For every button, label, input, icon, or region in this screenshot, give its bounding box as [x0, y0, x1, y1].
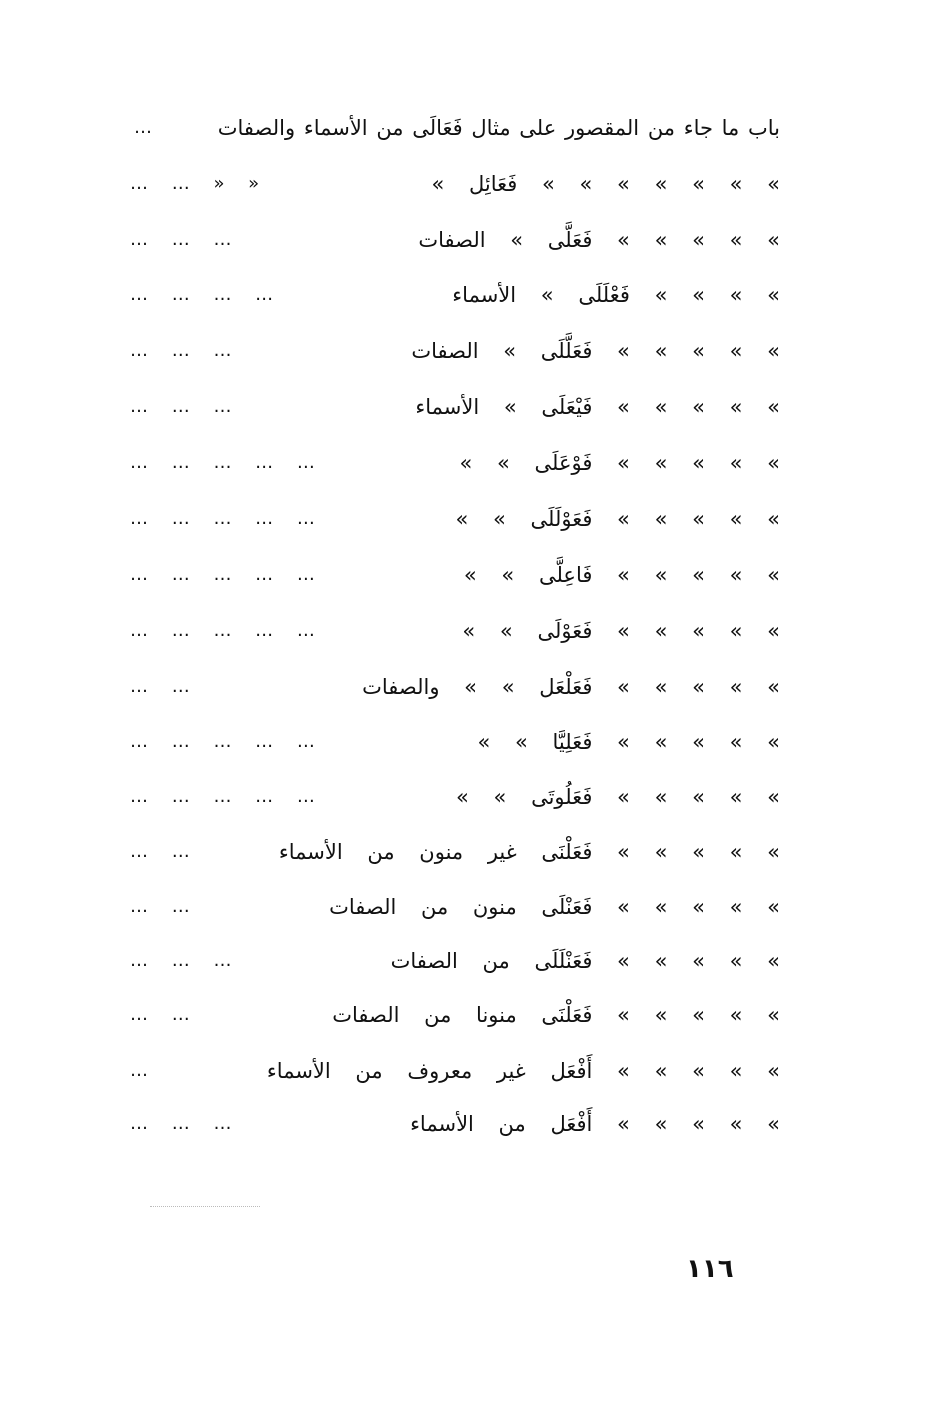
entry-pattern-text: » » » » » فَعَنْلَلَى من الصفات	[390, 949, 780, 973]
entry-line	[120, 443, 780, 483]
entry-line	[120, 777, 780, 817]
entry-ellipsis: … … … … …	[130, 786, 317, 807]
entry-pattern-text: » » » » » فَعَلِيَّا » »	[477, 730, 780, 754]
entry-line	[120, 387, 780, 427]
entry-ellipsis: … …	[130, 676, 192, 697]
entry-ellipsis: … … … … …	[130, 620, 317, 641]
entry-pattern-text: » » » » » فَيْعَلَى » الأسماء	[415, 395, 780, 419]
entry-line	[120, 941, 780, 981]
entry-ellipsis: … … …	[130, 340, 234, 361]
entry-line	[120, 499, 780, 539]
entry-line	[120, 164, 780, 204]
entry-line	[120, 995, 780, 1035]
chapter-heading-ellipsis: …	[134, 117, 154, 138]
entry-pattern-text: » » » » » أَفْعَل غير معروف من الأسماء	[266, 1059, 780, 1083]
entry-pattern-text: » » » » » فَعَنْلَى منون من الصفات	[329, 895, 780, 919]
page-number: ١١٦	[686, 1254, 734, 1284]
entry-pattern-text: » » » » » أَفْعَل من الأسماء	[410, 1112, 780, 1136]
entry-line	[120, 722, 780, 762]
faint-scan-mark	[150, 1206, 260, 1211]
entry-ellipsis: … … …	[130, 396, 234, 417]
entry-line	[120, 1104, 780, 1144]
entry-ellipsis: … …	[130, 841, 192, 862]
entry-pattern-text: » » » » » فَعَلَّلَى » الصفات	[411, 339, 780, 363]
chapter-heading-text: باب ما جاء من المقصور على مثال فَعَالَى من الأسماء والصفات	[217, 116, 780, 140]
entry-ellipsis: … … … … …	[130, 564, 317, 585]
entry-ellipsis: …	[130, 1060, 150, 1081]
entry-line	[120, 611, 780, 651]
entry-line	[120, 832, 780, 872]
entry-ellipsis: … … … … …	[130, 731, 317, 752]
entry-pattern-text: » » » » » فَعَلْنَى منونا من الصفات	[332, 1003, 780, 1027]
entry-pattern-text: » » » » » فَعَلُوتَى » »	[456, 785, 780, 809]
entry-ellipsis: … … … …	[130, 284, 276, 305]
entry-ellipsis: … … … … …	[130, 508, 317, 529]
entry-pattern-text: » » » » فَعْلَلَى » الأسماء	[452, 283, 780, 307]
entry-pattern-text: » » » » » فَعَلَّى » الصفات	[418, 228, 780, 252]
entry-pattern-text: » » » » » فَاعِلَّى » »	[463, 563, 780, 587]
entry-ellipsis: … …	[130, 896, 192, 917]
entry-ellipsis: … … » »	[130, 173, 262, 194]
entry-line	[120, 887, 780, 927]
entry-pattern-text: » » » » » فَعَلْعَل » » والصفات	[362, 675, 780, 699]
entry-pattern-text: » » » » » فَعَوْلَى » »	[462, 619, 780, 643]
entry-ellipsis: … … …	[130, 950, 234, 971]
entry-line	[120, 555, 780, 595]
entry-ellipsis: … …	[130, 1004, 192, 1025]
entry-pattern-text: » » » » » » » فَعَائِل »	[431, 172, 780, 196]
entry-ellipsis: … … …	[130, 1113, 234, 1134]
entry-line	[120, 667, 780, 707]
entry-line	[120, 275, 780, 315]
entry-line	[120, 220, 780, 260]
entry-pattern-text: » » » » » فَعَلْنَى غير منون من الأسماء	[278, 840, 780, 864]
entry-ellipsis: … … …	[130, 229, 234, 250]
entry-pattern-text: » » » » » فَوْعَلَى » »	[459, 451, 780, 475]
entry-pattern-text: » » » » » فَعَوْلَلَى » »	[455, 507, 780, 531]
entry-line	[120, 1051, 780, 1091]
entry-ellipsis: … … … … …	[130, 452, 317, 473]
chapter-heading	[120, 108, 780, 148]
entry-line	[120, 331, 780, 371]
